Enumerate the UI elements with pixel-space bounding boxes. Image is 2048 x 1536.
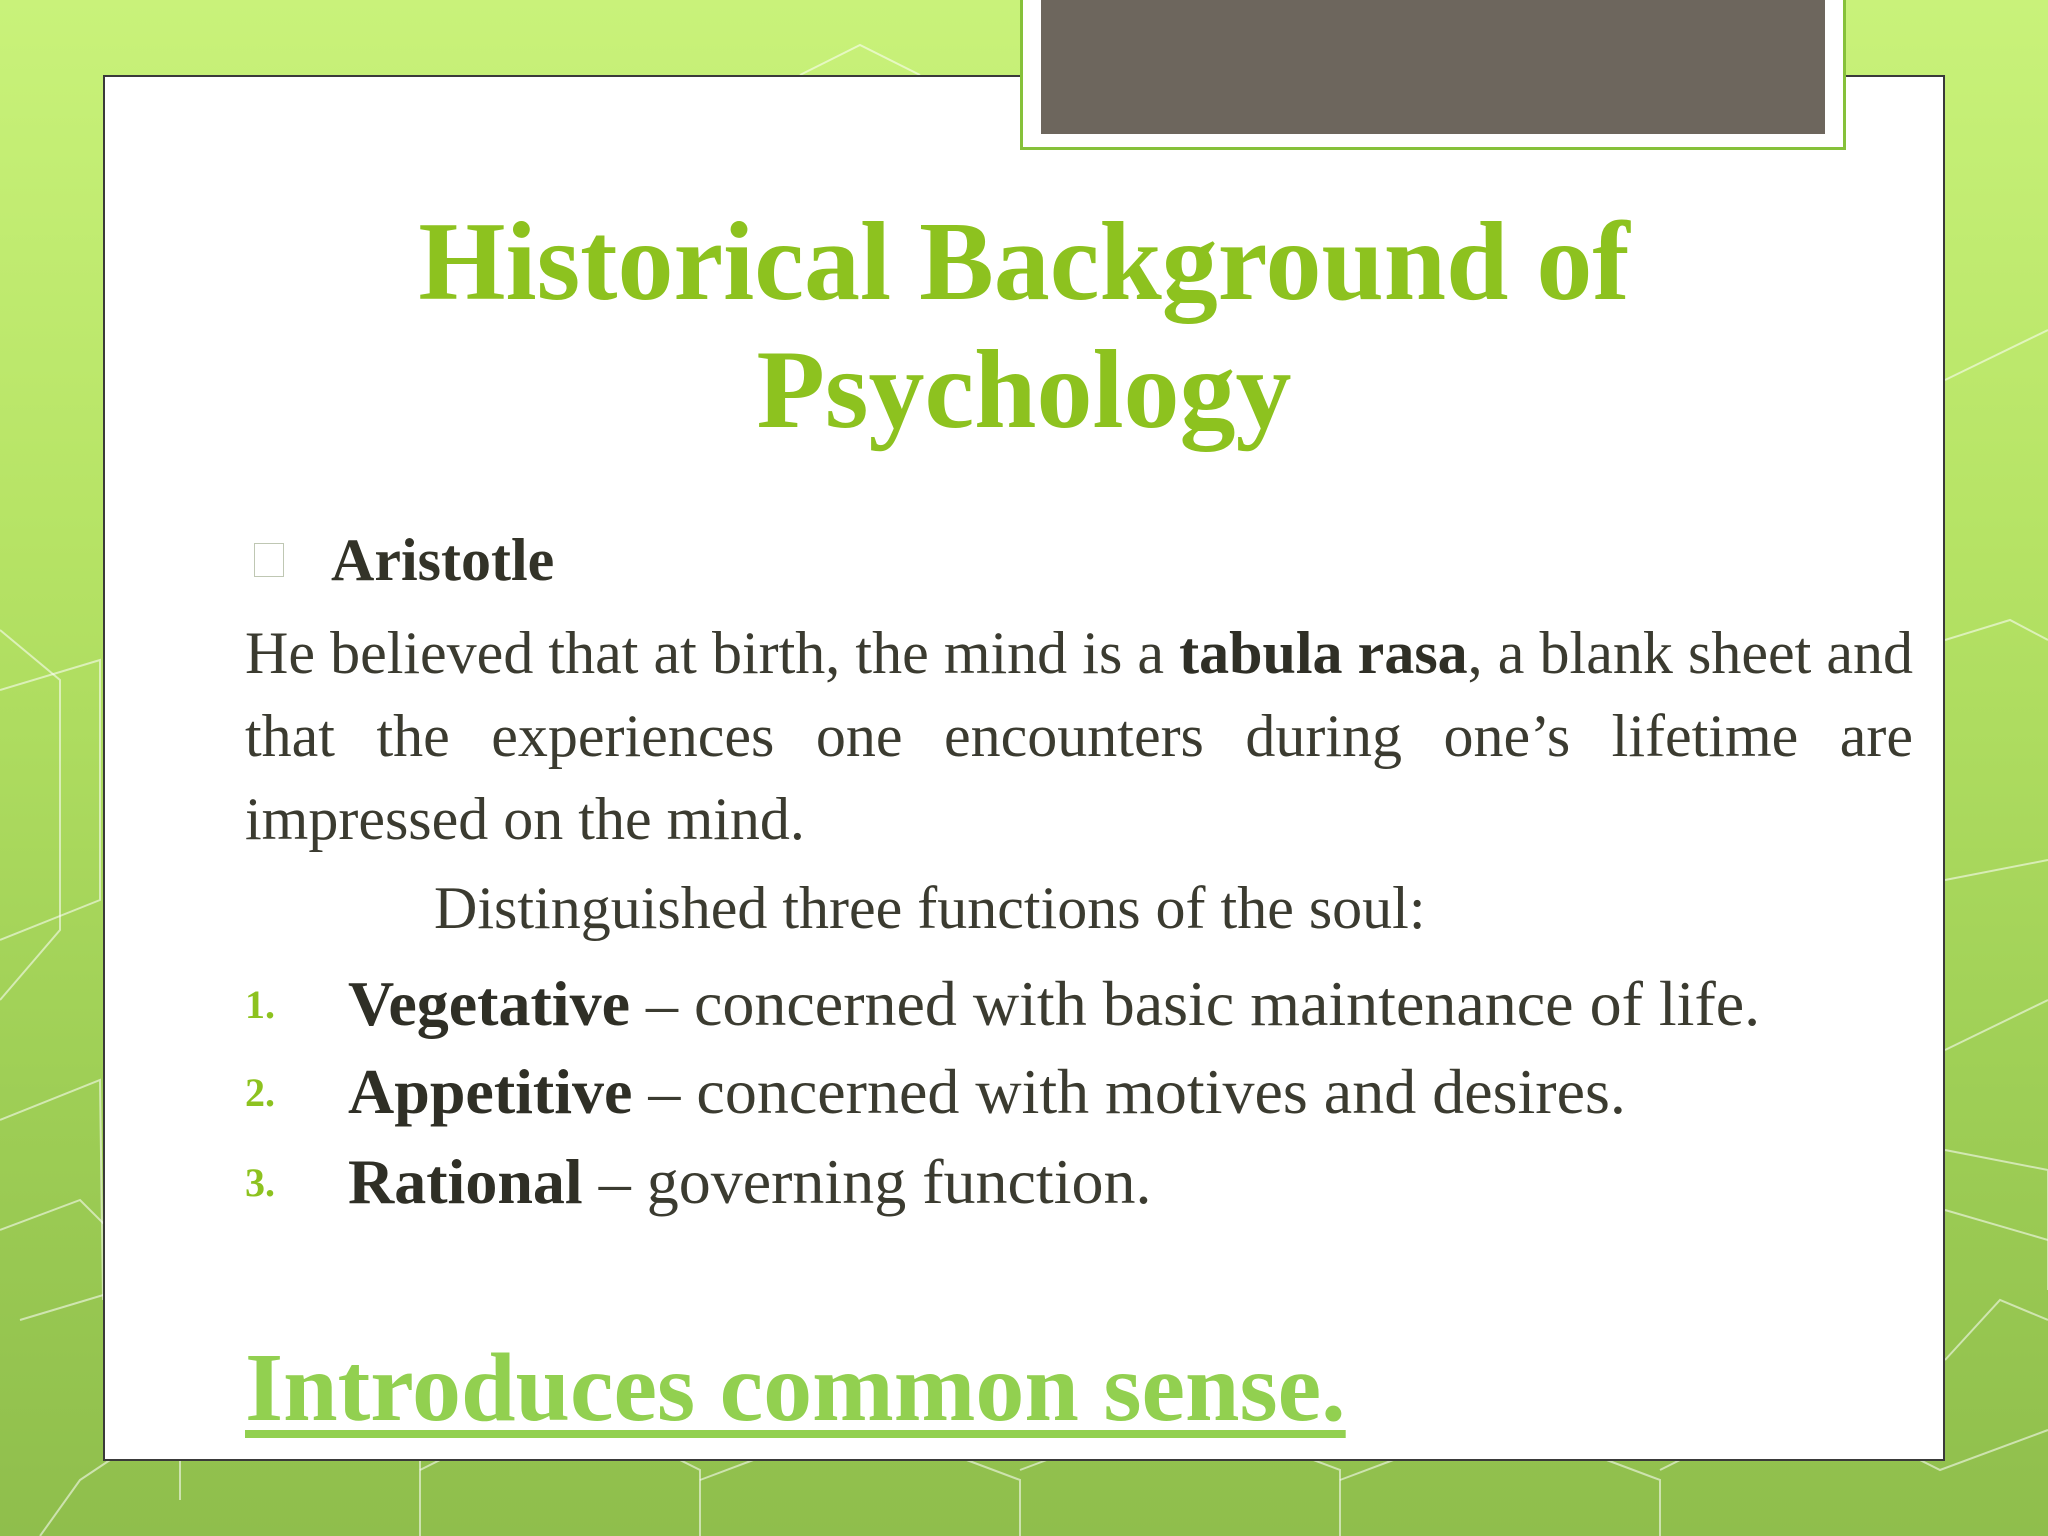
list-description: – concerned with motives and desires. — [632, 1056, 1626, 1127]
aristotle-paragraph — [245, 612, 1913, 861]
list-number: 2. — [245, 1069, 275, 1115]
list-text — [348, 1055, 1626, 1129]
paragraph-bold-term: tabula rasa — [1179, 620, 1468, 686]
list-description: – governing function. — [582, 1146, 1152, 1217]
paragraph-text-before: He believed that at birth, the mind is a — [245, 620, 1180, 686]
list-item — [245, 1048, 1626, 1136]
slide-title-line-2: Psychology — [756, 328, 1292, 452]
list-item — [245, 1138, 1151, 1226]
list-text — [348, 1145, 1151, 1219]
list-term: Vegetative — [348, 968, 630, 1039]
slide-title-line-1: Historical Background of — [418, 200, 1630, 324]
header-tab — [1020, 0, 1846, 150]
bullet-aristotle — [254, 520, 554, 600]
list-description: – concerned with basic maintenance of life. — [629, 968, 1761, 1039]
functions-intro: Distinguished three functions of the soul: — [434, 875, 1426, 941]
bullet-heading: Aristotle — [331, 526, 555, 593]
bullet-square-icon — [254, 543, 284, 577]
conclusion-text: Introduces common sense. — [245, 1334, 1346, 1442]
header-tab-fill — [1041, 0, 1825, 134]
paragraph-text-after: , a blank sheet and that the experiences one encounters during one’s lifetime are impressed on the mind. — [245, 620, 1914, 852]
list-number: 3. — [245, 1159, 275, 1205]
list-number: 1. — [245, 981, 275, 1027]
list-text — [348, 967, 1760, 1041]
list-item — [245, 960, 1760, 1048]
list-term: Rational — [348, 1146, 583, 1217]
list-term: Appetitive — [348, 1056, 633, 1127]
